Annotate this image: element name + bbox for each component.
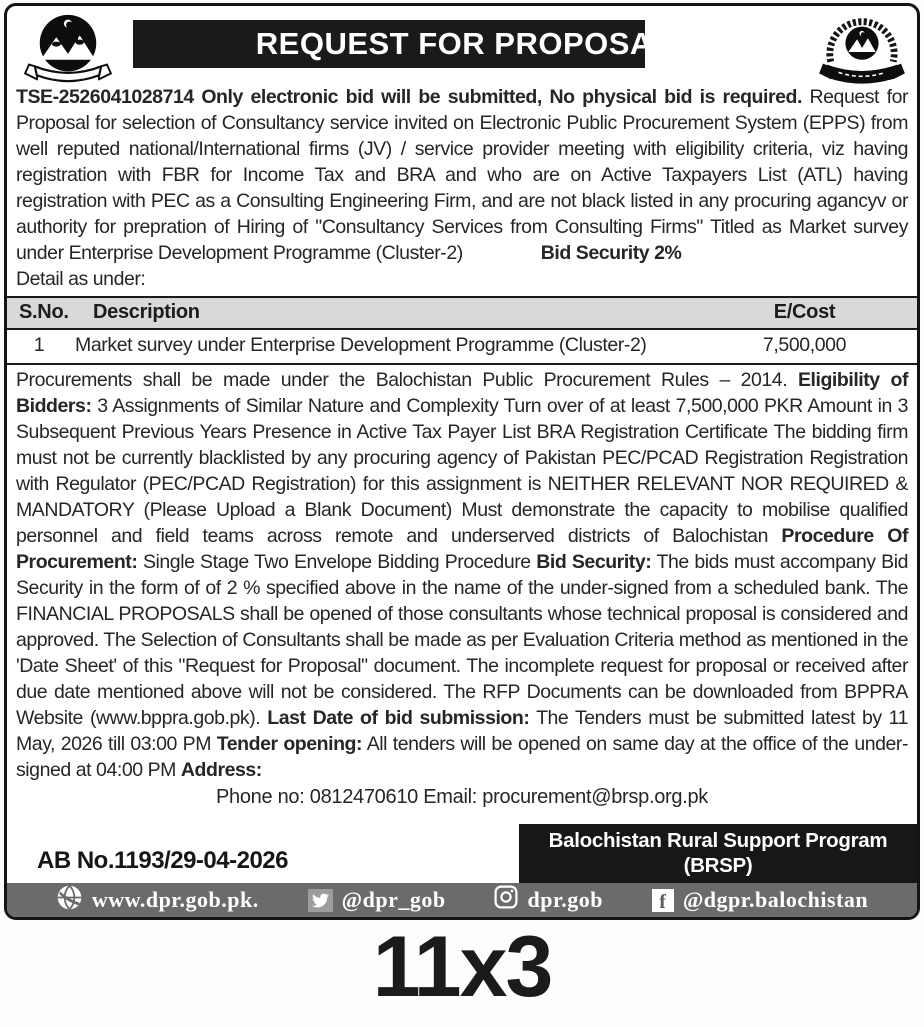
tender-notice-ad [4,3,920,920]
page-title: REQUEST FOR PROPOSAL [133,20,645,68]
twitter-icon [308,889,333,912]
organization-name: Balochistan Rural Support Program [548,829,888,852]
globe-icon [56,884,83,917]
ad-size-label: 11x3 [372,919,552,1015]
col-header-description: Description [71,297,692,329]
col-header-ecost: E/Cost [692,297,917,329]
organization-abbr: (BRSP) [683,854,753,877]
twitter-handle: @dpr_gob [341,887,446,912]
website-url: www.dpr.gob.pk. [91,887,259,912]
cell-sno: 1 [33,334,45,356]
balochistan-government-emblem-icon [15,11,121,92]
social-bar [7,883,917,917]
ad-footer [7,813,917,883]
cell-cost: 7,500,000 [762,334,847,356]
ad-header [7,6,917,82]
cell-description: Market survey under Enterprise Development Programme (Cluster-2) [75,334,647,356]
contact-line: Phone no: 0812470610 Email: procurement@brsp.org.pk [216,786,708,808]
twitter-item [308,887,446,913]
intro-paragraph: TSE-2526041028714 Only electronic bid will be submitted, No physical bid is required. Request for Proposal for selection of Consultancy service invited on Electronic Public Procurement System (EPPS) from well reputed national/International firms (JV) / service provider meeting with eligibility criteria, viz having registration with FBR for Income Tax and BRA and who are on Active Taxpayers List (ATL) having registration with PEC as a Consulting Engineering Firm, and are not black listed in any procuring agancyv or authority for prepration of Hiring of "Consultancy Services from Consulting Firms" Titled as Market survey under Enterprise Development Programme (Cluster-2) Bid Security 2% [16,86,909,264]
col-header-sno: S.No. [7,297,71,329]
organization-box [519,824,917,883]
table-header-row [7,297,917,329]
facebook-item [652,887,868,913]
terms-paragraph: Procurements shall be made under the Balochistan Public Procurement Rules – 2014. Eligibility of Bidders: 3 Assignments of Similar Nature and Complexity Turn over of at least 7,500,000 PKR Amount in 3 Subsequent Previous Years Presence in Active Tax Payer List BRA Registration Certificate The bidding firm must not be currently blacklisted by any procuring agency of Pakistan PEC/PCAD Registration Registration with Regulator (PEC/PCAD Registration) for this assignment is NEITHER RELEVANT NOR REQUIRED & MANDATORY (Please Upload a Blank Document) Must demonstrate the capacity to mobilise qualified personnel and field teams across remote and underserved districts of Balochistan Procedure Of Procurement: Single Stage Two Envelope Bidding Procedure Bid Security: The bids must accompany Bid Security in the form of of 2 % specified above in the name of the under-signed from a scheduled bank. The FINANCIAL PROPOSALS shall be opened of those consultants whose technical proposal is considered and approved. The Selection of Consultants shall be made as per Evaluation Criteria method as mentioned in the 'Date Sheet' of this "Request for Proposal" document. The incomplete request for proposal or received after due date mentioned above will not be considered. The RFP Documents can be downloaded from BPPRA Website (www.bppra.gob.pk). Last Date of bid submission: The Tenders must be submitted latest by 11 May, 2026 till 03:00 PM Tender opening: All tenders will be opened on same day at the office of the under-signed at 04:00 PM Address: [16,369,909,781]
detail-as-under-line: Detail as under: [16,268,146,290]
facebook-icon: f [652,889,674,912]
website-item [56,884,259,917]
table-row [7,329,917,364]
instagram-item [494,885,602,915]
cost-table [7,296,917,365]
instagram-handle: dpr.gob [527,887,603,912]
dgpr-balochistan-emblem-icon [813,11,911,94]
facebook-handle: @dgpr.balochistan [682,887,869,912]
ab-number: AB No.1193/29-04-2026 [37,847,288,874]
instagram-icon [494,885,518,915]
